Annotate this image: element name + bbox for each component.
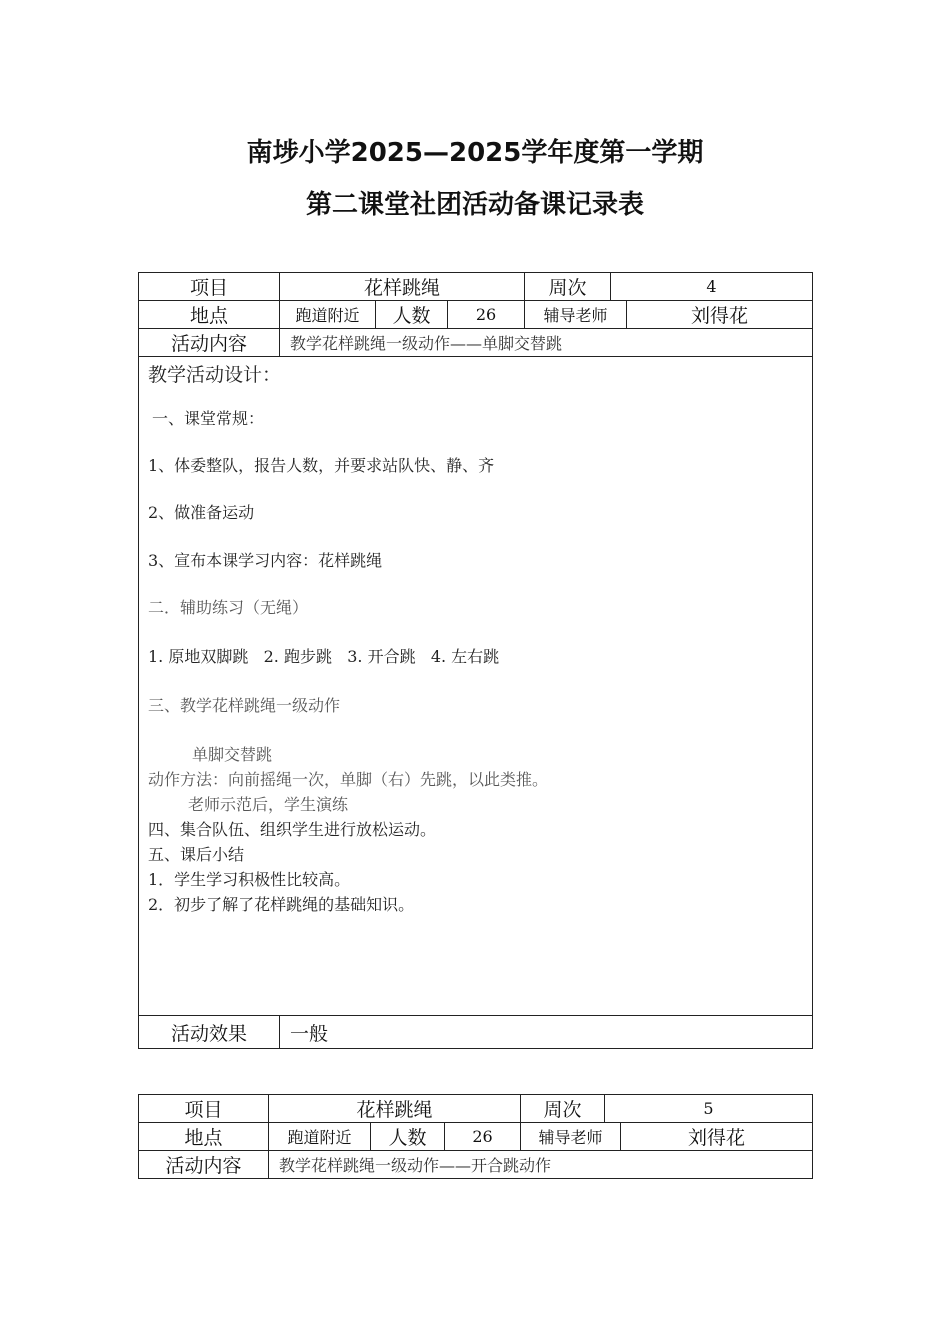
lesson-record-table-1 bbox=[138, 272, 813, 1049]
design-line: 1、体委整队，报告人数，并要求站队快、静、齐 bbox=[148, 456, 495, 475]
lesson-record-table-2 bbox=[138, 1094, 813, 1179]
place-value: 跑道附近 bbox=[269, 1123, 371, 1151]
content-value: 教学花样跳绳一级动作——开合跳动作 bbox=[269, 1151, 813, 1179]
effect-value: 一般 bbox=[280, 1016, 813, 1049]
design-line: 二．辅助练习（无绳） bbox=[148, 598, 309, 617]
count-value: 26 bbox=[445, 1123, 521, 1151]
document-subtitle: 第二课堂社团活动备课记录表 bbox=[305, 190, 644, 220]
document-title: 南埗小学2025—2025学年度第一学期 bbox=[246, 138, 704, 168]
design-line: 1. 原地双脚跳 2. 跑步跳 3. 开合跳 4. 左右跳 bbox=[148, 647, 500, 666]
content-label: 活动内容 bbox=[139, 329, 280, 357]
teacher-value: 刘得花 bbox=[627, 301, 813, 329]
design-line: 2．初步了解了花样跳绳的基础知识。 bbox=[148, 895, 415, 914]
week-value: 4 bbox=[611, 273, 813, 301]
content-value: 教学花样跳绳一级动作——单脚交替跳 bbox=[280, 329, 813, 357]
count-label: 人数 bbox=[371, 1123, 445, 1151]
teacher-value: 刘得花 bbox=[621, 1123, 813, 1151]
content-label: 活动内容 bbox=[139, 1151, 269, 1179]
place-label: 地点 bbox=[139, 301, 280, 329]
design-line: 五、课后小结 bbox=[148, 845, 245, 864]
design-line: 3、宣布本课学习内容：花样跳绳 bbox=[148, 551, 383, 570]
count-label: 人数 bbox=[376, 301, 448, 329]
design-line: 老师示范后，学生演练 bbox=[188, 795, 349, 814]
design-line: 三、教学花样跳绳一级动作 bbox=[148, 696, 341, 715]
place-value: 跑道附近 bbox=[280, 301, 376, 329]
teacher-label: 辅导老师 bbox=[521, 1123, 621, 1151]
design-line: 动作方法：向前摇绳一次，单脚（右）先跳，以此类推。 bbox=[148, 770, 549, 789]
count-value: 26 bbox=[448, 301, 525, 329]
week-label: 周次 bbox=[521, 1095, 605, 1123]
design-heading: 教学活动设计： bbox=[148, 364, 282, 386]
week-label: 周次 bbox=[525, 273, 611, 301]
item-value: 花样跳绳 bbox=[280, 273, 525, 301]
design-line: 四、集合队伍、组织学生进行放松运动。 bbox=[148, 820, 437, 839]
effect-label: 活动效果 bbox=[139, 1016, 280, 1049]
teaching-design-cell bbox=[139, 357, 813, 1016]
teacher-label: 辅导老师 bbox=[525, 301, 627, 329]
place-label: 地点 bbox=[139, 1123, 269, 1151]
item-value: 花样跳绳 bbox=[269, 1095, 521, 1123]
design-line: 2、做准备运动 bbox=[148, 503, 255, 522]
design-line: 1．学生学习积极性比较高。 bbox=[148, 870, 351, 889]
design-line: 一、课堂常规： bbox=[152, 409, 265, 428]
item-label: 项目 bbox=[139, 273, 280, 301]
week-value: 5 bbox=[605, 1095, 813, 1123]
design-line: 单脚交替跳 bbox=[192, 745, 273, 764]
item-label: 项目 bbox=[139, 1095, 269, 1123]
